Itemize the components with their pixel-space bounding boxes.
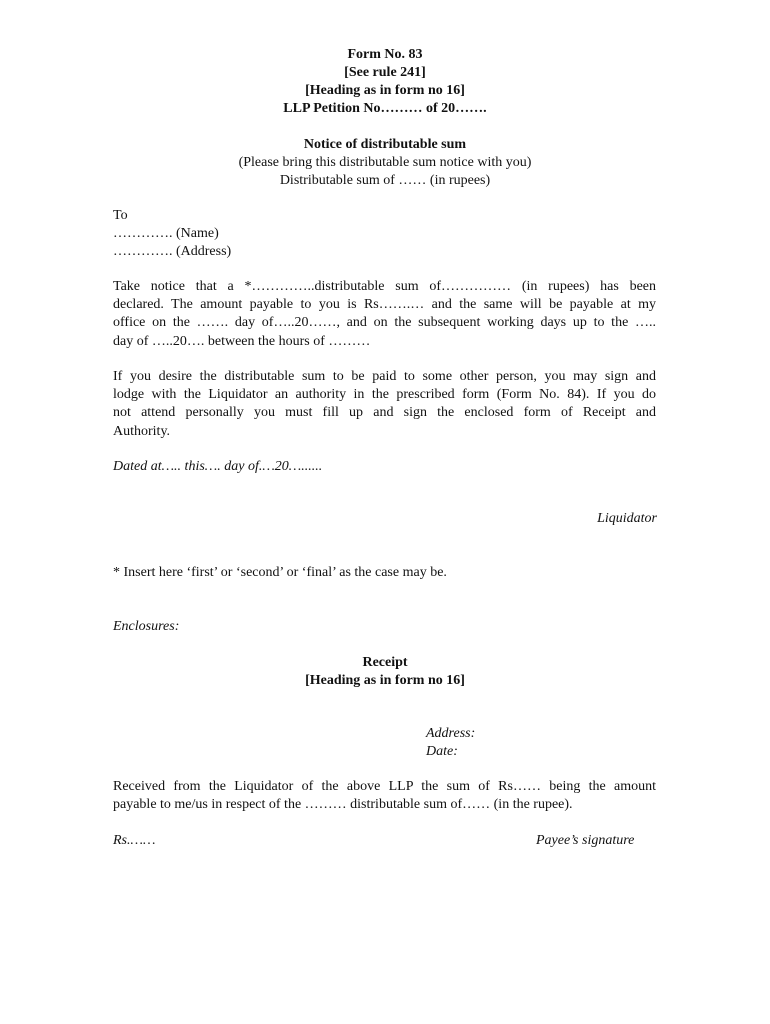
paragraph-line: payable to me/us in respect of the ……… distributable sum of…… (in the rupee). <box>113 797 573 813</box>
paragraph-line: day of …..20…. between the hours of ……… <box>113 333 371 349</box>
liquidator-signatory: Liquidator <box>597 511 657 526</box>
receipt-heading: [Heading as in form no 16] <box>305 673 465 688</box>
notice-paragraph <box>113 278 656 351</box>
paragraph-line: If you desire the distributable sum to be paid to some other person, you may sign and <box>113 369 656 384</box>
receipt-address-label: Address: <box>426 726 476 741</box>
heading-reference: [Heading as in form no 16] <box>305 83 465 98</box>
paragraph-line: Authority. <box>113 423 171 439</box>
to-label: To <box>113 208 128 223</box>
receipt-date-label: Date: <box>426 744 458 759</box>
form-number: Form No. 83 <box>347 47 423 62</box>
authority-paragraph <box>113 368 656 441</box>
distributable-sum-line: Distributable sum of …… (in rupees) <box>279 173 491 188</box>
enclosures-label: Enclosures: <box>113 619 180 634</box>
footnote: * Insert here ‘first’ or ‘second’ or ‘final’ as the case may be. <box>113 565 447 580</box>
receipt-amount: Rs.…… <box>113 833 156 848</box>
paragraph-line: Received from the Liquidator of the above LLP the sum of Rs…… being the amount <box>113 779 656 794</box>
recipient-address: …………. (Address) <box>113 244 232 259</box>
dated-line: Dated at….. this…. day of.…20…...... <box>113 459 323 474</box>
payee-signature: Payee’s signature <box>536 833 635 848</box>
receipt-title: Receipt <box>362 655 408 670</box>
notice-subtitle: (Please bring this distributable sum notice with you) <box>238 155 532 170</box>
notice-title: Notice of distributable sum <box>303 137 467 152</box>
recipient-name: …………. (Name) <box>113 226 219 241</box>
petition-number: LLP Petition No……… of 20……. <box>283 101 487 116</box>
paragraph-line: office on the ……. day of…..20……, and on the subsequent working days up to the ….. <box>113 315 656 331</box>
paragraph-line: not attend personally you must fill up and sign the enclosed form of Receipt and <box>113 405 656 421</box>
paragraph-line: Take notice that a *…………..distributable sum of…………… (in rupees) has been <box>113 279 656 294</box>
paragraph-line: declared. The amount payable to you is Rs…….… and the same will be payable at my <box>113 297 656 313</box>
receipt-body <box>113 778 656 814</box>
rule-reference: [See rule 241] <box>344 65 426 80</box>
paragraph-line: lodge with the Liquidator an authority in the prescribed form (Form No. 84). If you do <box>113 387 656 403</box>
